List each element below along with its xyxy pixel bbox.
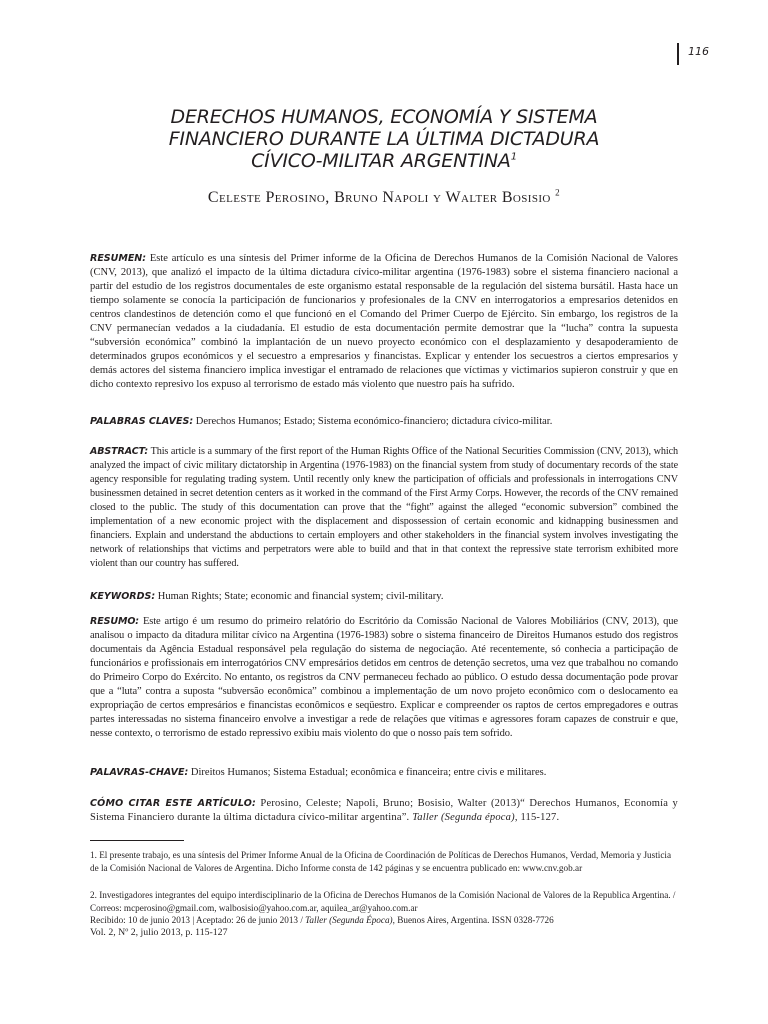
resumen-label: RESUMEN: xyxy=(90,253,147,264)
abstract-text: This article is a summary of the first report of the Human Rights Office of the National Securities Commission (CNV, 2013), which analyzed the impact of civic military dictatorship in Argentina (1976-1983) on the financial system from study of documentary records of the state agency responsible for regulating trading system. Until recently only knew the participation of officials and professionals in interrogations CNV businessmen detained in secret detention centers as it worked in the command of the First Army Corps. However, the records of the CNV remained closed to the public. The study of this documentation can prove that the “fight” against the alleged “economic subversion” combined the implementation of a new economic project with the displacement and dispossession of certain economic and kidnapping businessmen and financiers. Explain and understand the abductions to certain employers and other stakeholders in the financial system involves investigating the network of relationships that victims and perpetrators were able to build and that in that context the repressive state terrorism exhibited more violent than our country has suffered. xyxy=(90,446,678,569)
resumen-paragraph xyxy=(90,252,678,392)
footnote-2: 2. Investigadores integrantes del equipo interdisciplinario de la Oficina de Derechos Humanos de la Comisión Nacional de Valores de la Republica Argentina. / Correos: mcperosino@gmail.com, walbosisio@yahoo.com.ar, aquilea_ar@yahoo.com.ar xyxy=(90,890,676,913)
header-rule xyxy=(677,43,679,65)
palavras-chave-label: PALAVRAS-CHAVE: xyxy=(90,767,189,778)
received-accepted: Recibido: 10 de junio 2013 | Aceptado: 26 de junio 2013 / xyxy=(90,915,306,925)
article-title xyxy=(90,106,678,172)
page-number: 116 xyxy=(688,45,709,58)
title-line-2: FINANCIERO DURANTE LA ÚLTIMA DICTADURA xyxy=(168,128,600,150)
author-footnote-ref[interactable]: 2 xyxy=(555,187,561,198)
palabras-claves-text: Derechos Humanos; Estado; Sistema económico-financiero; dictadura cívico-militar. xyxy=(193,416,553,427)
author-list xyxy=(90,189,678,207)
footnote-1: 1. El presente trabajo, es una síntesis del Primer Informe Anual de la Oficina de Coordinación de Políticas de Derechos Humanos, Verdad, Memoria y Justicia de la Comisión Nacional de Valores de Argentina. Dicho Informe consta de 142 páginas y se encuentra publicado en: www.cnv.gob.ar xyxy=(90,850,672,873)
keywords-paragraph xyxy=(90,590,678,604)
title-line-3 xyxy=(90,150,678,172)
citation-text: Perosino, Celeste; Napoli, Bruno; Bosisio, Walter (2013)“ Derechos Humanos, Economía y Sistema Financiero durante la última dictadura cívico-militar argentina”. xyxy=(90,798,678,823)
citation-pages: , 115-127. xyxy=(514,812,560,823)
palabras-claves-label: PALABRAS CLAVES: xyxy=(90,416,194,427)
title-line-3-text: CÍVICO-MILITAR ARGENTINA xyxy=(251,150,511,172)
title-footnote-ref[interactable]: 1 xyxy=(510,151,517,163)
resumen-text: Este artículo es una síntesis del Primer informe de la Oficina de Derechos Humanos de la Comisión Nacional de Valores (CNV, 2013), que analizó el impacto de la última dictadura cívico-militar argentina (1976-1983) sobre el sistema financiero nacional a partir del estudio de los registros documentales de este organismo estatal responsable de la regulación del sistema bursátil. Hasta hace un tiempo solamente se conocía la participación de funcionarios y profesionales de la CNV en interrogatorios a empresarios detenidos en centros clandestinos de detención como el que funcionó en el Comando del Primer Cuerpo de Ejército. Sin embargo, los registros de la CNV permanecían vedados a la ciudadanía. El estudio de esta documentación permite demostrar que la “lucha” contra la supuesta “subversión económica” combinó la implantación de un nuevo proyecto económico con el desplazamiento y desapoderamiento de determinados grupos económicos y el secuestro a empresarios y financistas. Explicar y entender los secuestros a ciertos empresarios y demás actores del sistema financiero implica investigar el entramado de relaciones que víctimas y victimarios supieron construir y que en dicho contexto represivo los expuso al terrorismo de estado más violento que nuestro país ha sufrido. xyxy=(90,253,678,390)
abstract-label: ABSTRACT: xyxy=(90,446,149,457)
footnote-rule xyxy=(90,840,184,841)
resumo-label: RESUMO: xyxy=(90,616,139,627)
publication-dates xyxy=(90,914,680,927)
palavras-chave-text: Direitos Humanos; Sistema Estadual; econômica e financeira; entre civis e militares. xyxy=(188,767,547,778)
citation-paragraph xyxy=(90,797,678,825)
resumo-paragraph xyxy=(90,615,678,741)
keywords-label: KEYWORDS: xyxy=(90,591,156,602)
palavras-chave-paragraph xyxy=(90,766,678,780)
palabras-claves-paragraph xyxy=(90,415,678,429)
volume-info: Vol. 2, Nº 2, julio 2013, p. 115-127 xyxy=(90,927,228,938)
abstract-paragraph xyxy=(90,445,678,571)
title-line-1: DERECHOS HUMANOS, ECONOMÍA Y SISTEMA xyxy=(170,106,598,128)
journal-place-issn: , Buenos Aires, Argentina. ISSN 0328-7726 xyxy=(392,915,554,925)
citation-label: CÓMO CITAR ESTE ARTÍCULO: xyxy=(90,798,257,809)
citation-journal: Taller (Segunda época) xyxy=(412,812,515,823)
author-names: Celeste Perosino, Bruno Napoli y Walter Bosisio xyxy=(207,189,551,206)
keywords-text: Human Rights; State; economic and financial system; civil-military. xyxy=(155,591,444,602)
journal-name: Taller (Segunda Época) xyxy=(305,915,393,925)
resumo-text: Este artigo é um resumo do primeiro relatório do Escritório da Comissão Nacional de Valores Mobiliários (CNV, 2013), que analisou o impacto da ditadura militar cívico na Argentina (1976-1983) sobre o sistema financeiro de Direitos Humanos estudo dos registros documentais da Agência Estadual responsável pela regulação do sistema de negociação. Até recentemente, só conhecia a participação de funcionários e profissionais em interrogatórios CNV empresários detidos em centros de detenção secretos, uma vez que trabalhou no comando do Primeiro Corpo do Exército. No entanto, os registros da CNV permaneceu fechado ao público. O estudo dessa documentação pode provar que a “luta” contra a suposta “subversão econômica” combinou a implementação de um novo projeto econômico com o deslocamento ea expropriação de certos empresários e financistas econômicos e seqüestro. Explicar e compreender os raptos de certos empregadores e outras partes interessadas no sistema financeiro envolve a investigar a rede de relações que vítimas e agressores foram capazes de construir e que, nesse contexto, o terrorismo de estado repressivo exibiu mais violento do que o nosso país tem sofrido. xyxy=(90,616,678,739)
